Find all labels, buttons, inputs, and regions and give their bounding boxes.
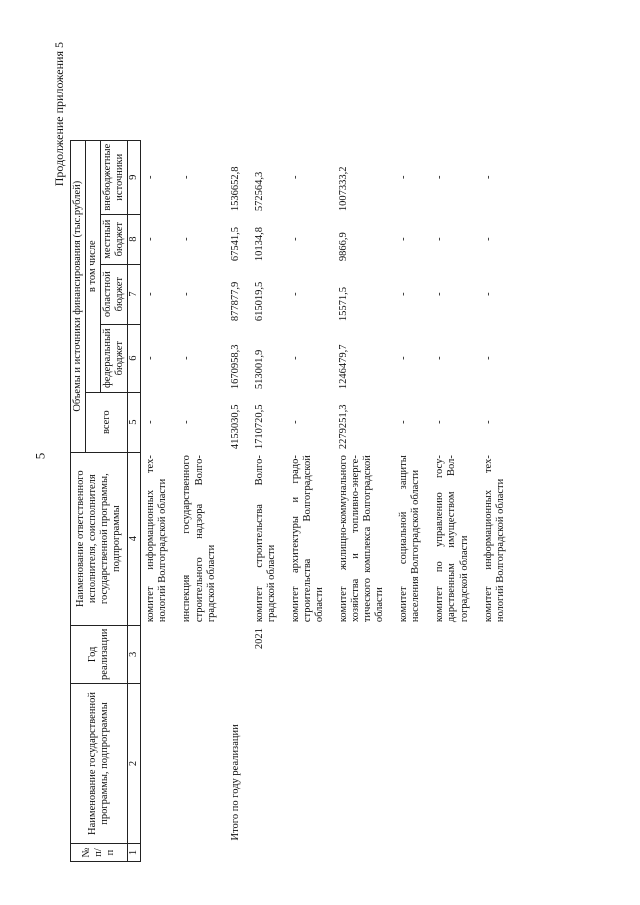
total-cell: -	[145, 420, 157, 424]
year-cell	[177, 625, 225, 683]
col-number: 3	[128, 625, 141, 683]
federal-cell: -	[181, 356, 193, 360]
appendix-label: Продолжение приложения 5	[52, 42, 66, 187]
program-cell	[479, 684, 515, 844]
extrabudget-cell: -	[398, 175, 410, 179]
year-cell	[479, 625, 515, 683]
year-cell	[226, 625, 250, 683]
regional-cell: 615019,5	[253, 281, 265, 322]
year-cell	[430, 625, 478, 683]
header-executor: Наименование ответственного исполнителя, соисполнителя государственной программы, подпрограммы	[71, 452, 128, 625]
header-extrabudget: внебюджетные источники	[101, 140, 128, 214]
extrabudget-cell: 1536652,8	[229, 166, 241, 212]
col-number: 9	[128, 140, 141, 214]
rotated-table-sheet	[52, 42, 580, 862]
program-cell	[334, 684, 394, 844]
table-row	[286, 140, 334, 861]
local-cell: -	[434, 237, 446, 241]
local-cell: 10134,8	[253, 227, 265, 262]
col-number: 4	[128, 452, 141, 625]
executor-cell: комитет социальной защиты населения Волгоградской области	[398, 455, 422, 623]
executor-cell: комитет жилищно-коммунального хозяйства и топливно-энергетического комплекса Волгоградской области	[338, 455, 386, 623]
financing-table	[70, 140, 515, 862]
regional-cell: -	[482, 292, 494, 296]
extrabudget-cell: -	[434, 175, 446, 179]
local-cell: -	[398, 237, 410, 241]
header-year: Год реализации	[71, 625, 128, 683]
program-cell: Итого по году реализации	[229, 724, 241, 841]
regional-cell: 877877,9	[229, 281, 241, 322]
total-cell: 2279251,3	[338, 404, 349, 450]
col-number: 2	[128, 684, 141, 844]
total-cell: -	[482, 420, 494, 424]
federal-cell: -	[434, 356, 446, 360]
col-number: 1	[128, 844, 141, 862]
local-cell: 67541,5	[229, 227, 241, 262]
year-cell	[334, 625, 394, 683]
regional-cell: -	[289, 292, 301, 296]
table-row	[250, 140, 286, 861]
executor-cell: комитет информационных технологий Волгоградской области	[145, 455, 169, 623]
table-row	[430, 140, 478, 861]
extrabudget-cell: 572564,3	[253, 171, 265, 212]
local-cell: 9866,9	[338, 232, 349, 262]
col-number: 6	[128, 324, 141, 392]
local-cell: -	[482, 237, 494, 241]
federal-cell: -	[398, 356, 410, 360]
federal-cell: -	[289, 356, 301, 360]
extrabudget-cell: -	[289, 175, 301, 179]
extrabudget-cell: 1007333,2	[338, 166, 349, 212]
program-cell	[286, 684, 334, 844]
federal-cell: 1246479,7	[338, 344, 349, 390]
local-cell: -	[181, 237, 193, 241]
regional-cell: -	[398, 292, 410, 296]
extrabudget-cell: -	[482, 175, 494, 179]
header-local: местный бюджет	[101, 214, 128, 264]
page-number: 5	[32, 452, 48, 460]
total-cell: -	[398, 420, 410, 424]
program-cell	[430, 684, 478, 844]
regional-cell: -	[181, 292, 193, 296]
header-total: всего	[86, 392, 128, 452]
program-cell	[394, 684, 430, 844]
program-cell	[250, 684, 286, 844]
table-row	[334, 140, 394, 861]
year-cell: 2021	[253, 628, 265, 650]
regional-cell: -	[145, 292, 157, 296]
federal-cell: 513001,9	[253, 349, 265, 390]
year-cell	[141, 625, 178, 683]
header-financing-group: Объемы и источники финансирования (тыс.рублей)	[71, 140, 86, 452]
col-number: 5	[128, 392, 141, 452]
program-cell	[141, 684, 178, 844]
table-row	[141, 140, 178, 861]
header-regional: областной бюджет	[101, 264, 128, 324]
year-cell	[286, 625, 334, 683]
col-number: 7	[128, 264, 141, 324]
table-row	[479, 140, 515, 861]
total-cell: 1710720,5	[253, 404, 265, 450]
col-number: 8	[128, 214, 141, 264]
executor-cell	[226, 452, 250, 625]
header-federal: федеральный бюджет	[101, 324, 128, 392]
federal-cell: 1670958,3	[229, 344, 241, 390]
extrabudget-cell: -	[181, 175, 193, 179]
regional-cell: -	[434, 292, 446, 296]
total-cell: -	[434, 420, 446, 424]
total-cell: -	[181, 420, 193, 424]
extrabudget-cell: -	[145, 175, 157, 179]
header-program: Наименование государственной программы, подпрограммы	[71, 684, 128, 844]
header-including: в том числе	[86, 140, 101, 392]
federal-cell: -	[482, 356, 494, 360]
total-cell: -	[289, 420, 301, 424]
header-num: № п/п	[71, 844, 128, 862]
table-row	[226, 140, 250, 861]
table-row	[177, 140, 225, 861]
table-row	[394, 140, 430, 861]
local-cell: -	[289, 237, 301, 241]
executor-cell: комитет информационных технологий Волгоградской области	[482, 455, 506, 623]
local-cell: -	[145, 237, 157, 241]
total-cell: 4153030,5	[229, 404, 241, 450]
executor-cell: инспекция государственного строительного надзора Волгоградской области	[181, 455, 217, 623]
program-cell	[177, 684, 225, 844]
executor-cell: комитет по управлению государственным имуществом Волгоградской области	[434, 455, 470, 623]
executor-cell: комитет строительства Волгоградской области	[253, 455, 277, 623]
federal-cell: -	[145, 356, 157, 360]
executor-cell: комитет архитектуры и градостроительства Волгоградской области	[289, 455, 325, 623]
regional-cell: 15571,5	[338, 287, 349, 322]
year-cell	[394, 625, 430, 683]
